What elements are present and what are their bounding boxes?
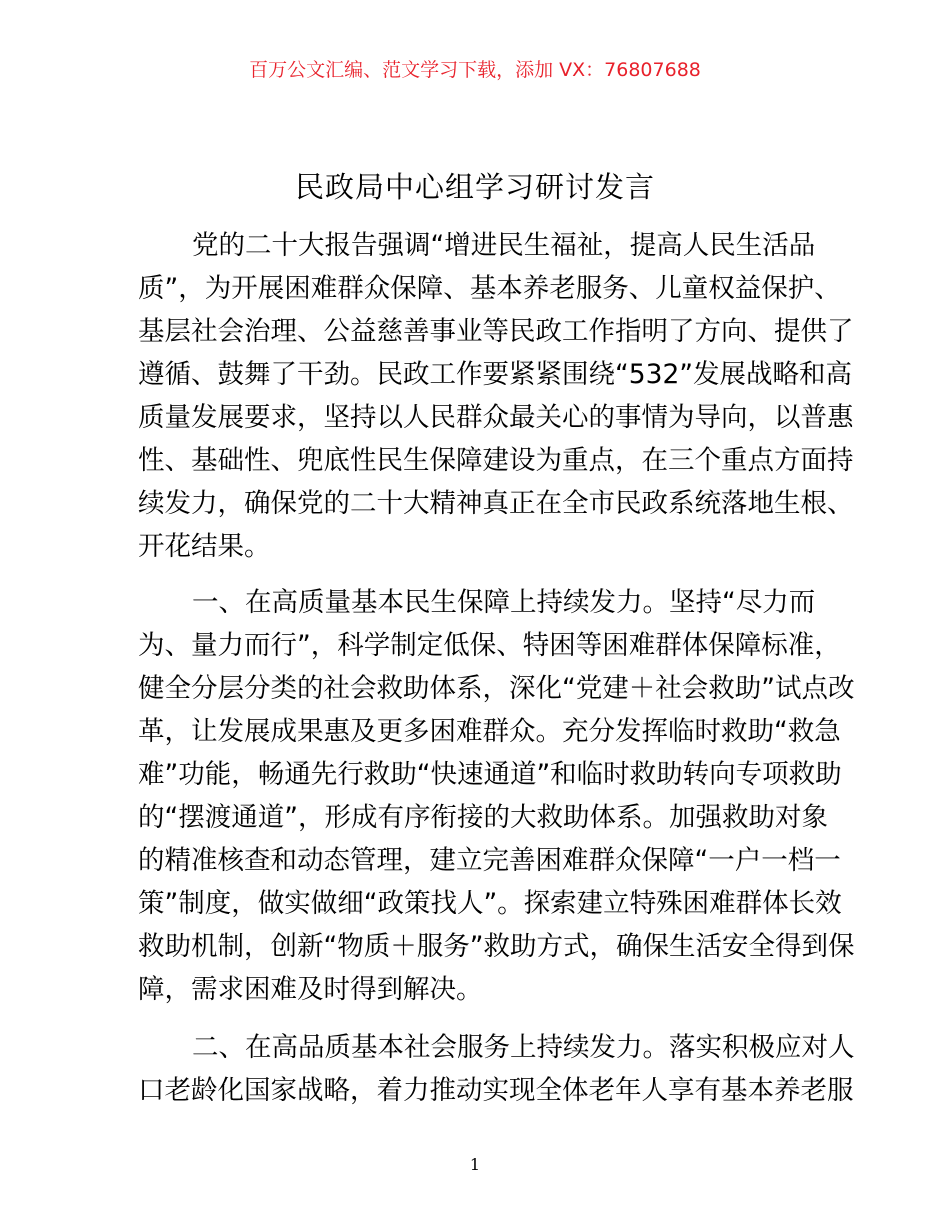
paragraph-3-line: 口老龄化国家战略，着力推动实现全体老年人享有基本养老服 bbox=[138, 1075, 854, 1106]
paragraph-2-line: 为、量力而行”，科学制定低保、特困等困难群体保障标准， bbox=[138, 630, 841, 661]
paragraph-1-line: 基层社会治理、公益慈善事业等民政工作指明了方向、提供了 bbox=[138, 316, 854, 347]
paragraph-1-line: 质”，为开展困难群众保障、基本养老服务、儿童权益保护、 bbox=[138, 273, 841, 304]
paragraph-2-line: 一、在高质量基本民生保障上持续发力。坚持“尽力而 bbox=[192, 587, 816, 618]
document-title: 民政局中心组学习研讨发言 bbox=[294, 170, 655, 204]
paragraph-1-line: 遵循、鼓舞了干劲。民政工作要紧紧围绕“532”发展战略和高 bbox=[138, 359, 853, 390]
paragraph-1-line: 续发力，确保党的二十大精神真正在全市民政系统落地生根、 bbox=[138, 488, 854, 519]
paragraph-2-line: 的精准核查和动态管理，建立完善困难群众保障“一户一档一 bbox=[138, 845, 841, 876]
page-number: 1 bbox=[469, 1155, 481, 1174]
paragraph-1-line: 质量发展要求，坚持以人民群众最关心的事情为导向，以普惠 bbox=[138, 402, 854, 433]
paragraph-3-line: 二、在高品质基本社会服务上持续发力。落实积极应对人 bbox=[192, 1032, 855, 1063]
paragraph-2-line: 策”制度，做实做细“政策找人”。探索建立特殊困难群体长效 bbox=[138, 888, 842, 919]
paragraph-2-line: 障，需求困难及时得到解决。 bbox=[138, 974, 483, 1005]
paragraph-2-line: 救助机制，创新“物质＋服务”救助方式，确保生活安全得到保 bbox=[138, 931, 855, 962]
paragraph-2-line: 难”功能，畅通先行救助“快速通道”和临时救助转向专项救助 bbox=[138, 759, 842, 790]
paragraph-2-line: 的“摆渡通道”，形成有序衔接的大救助体系。加强救助对象 bbox=[138, 802, 828, 833]
paragraph-2-line: 革，让发展成果惠及更多困难群众。充分发挥临时救助“救急 bbox=[138, 716, 841, 747]
paragraph-2-line: 健全分层分类的社会救助体系，深化“党建＋社会救助”试点改 bbox=[138, 673, 855, 704]
header-watermark: 百万公文汇编、范文学习下载，添加 VX：76807688 bbox=[249, 59, 701, 81]
paragraph-1-line: 开花结果。 bbox=[138, 531, 271, 562]
paragraph-1-line: 性、基础性、兜底性民生保障建设为重点，在三个重点方面持 bbox=[138, 445, 854, 476]
paragraph-1-line: 党的二十大报告强调“增进民生福祉，提高人民生活品 bbox=[192, 230, 816, 261]
